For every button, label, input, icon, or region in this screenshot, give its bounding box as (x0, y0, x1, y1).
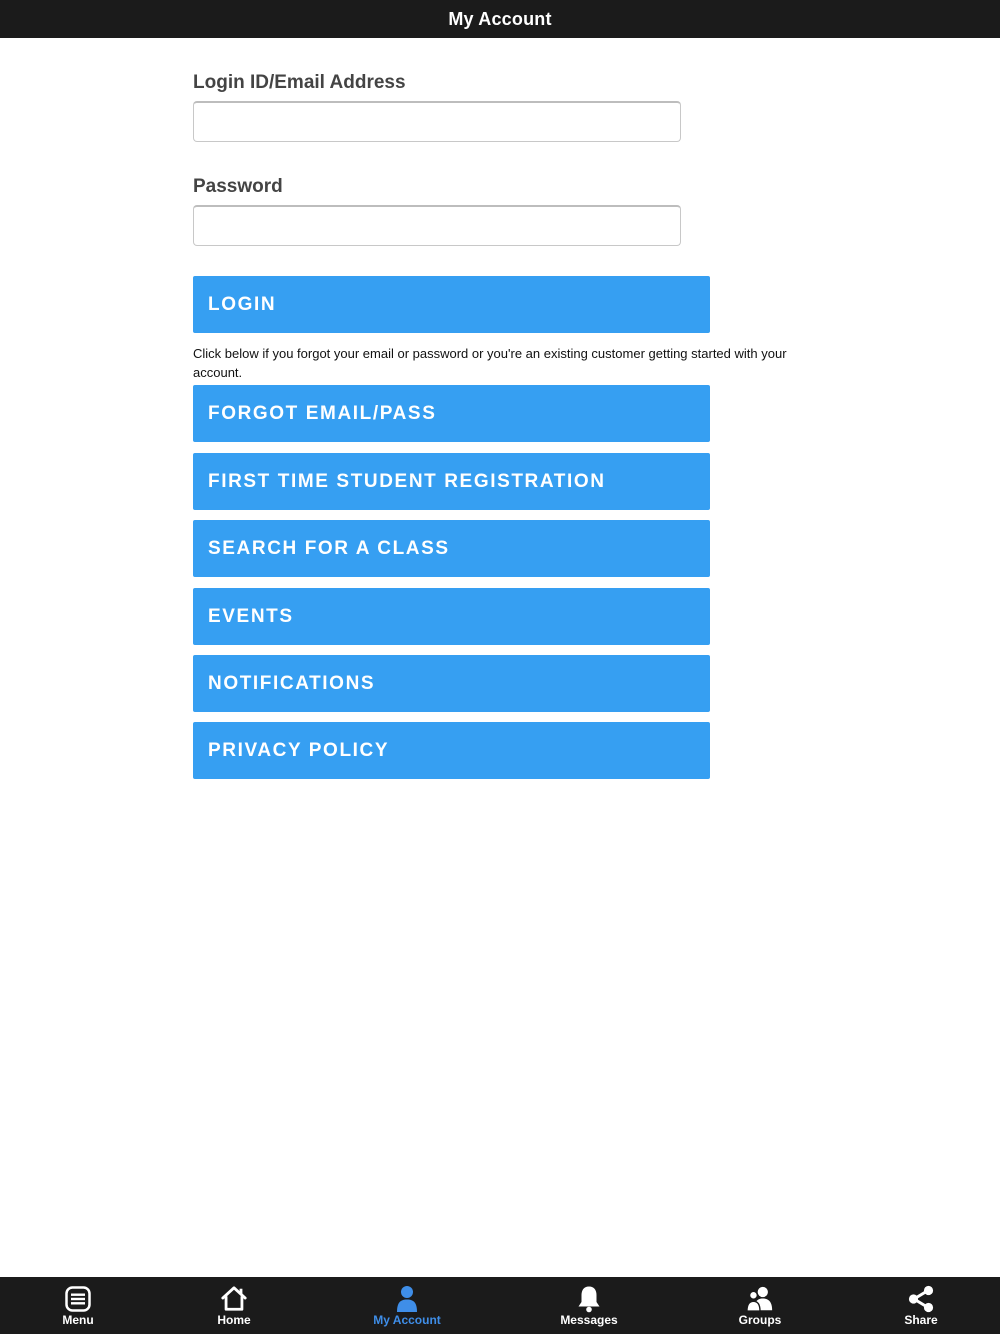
notifications-button[interactable]: NOTIFICATIONS (193, 655, 710, 712)
top-bar (0, 0, 1000, 38)
forgot-email-pass-button[interactable]: FORGOT EMAIL/PASS (193, 385, 710, 442)
first-time-registration-button[interactable]: FIRST TIME STUDENT REGISTRATION (193, 453, 710, 510)
tab-share[interactable] (861, 1277, 981, 1334)
search-class-button[interactable]: SEARCH FOR A CLASS (193, 520, 710, 577)
tab-groups-label: Groups (738, 1313, 782, 1327)
groups-icon (746, 1285, 774, 1313)
tab-groups[interactable] (700, 1277, 820, 1334)
login-id-label: Login ID/Email Address (193, 72, 406, 93)
share-icon (907, 1285, 935, 1313)
tab-menu[interactable] (18, 1277, 138, 1334)
help-text: Click below if you forgot your email or password or you're an existing customer getting started with your account. (193, 346, 787, 380)
home-icon (220, 1285, 248, 1313)
bell-icon (575, 1285, 603, 1313)
login-id-input[interactable] (193, 101, 681, 142)
menu-icon (64, 1285, 92, 1313)
tab-messages-label: Messages (560, 1313, 618, 1327)
page-title: My Account (448, 8, 552, 29)
password-input[interactable] (193, 205, 681, 246)
tab-my-account[interactable] (347, 1277, 467, 1334)
tab-home-label: Home (217, 1313, 251, 1327)
tab-share-label: Share (904, 1313, 938, 1327)
events-button[interactable]: EVENTS (193, 588, 710, 645)
bottom-tab-bar (0, 1277, 1000, 1334)
login-button[interactable]: LOGIN (193, 276, 710, 333)
account-icon (393, 1285, 421, 1313)
privacy-policy-button[interactable]: PRIVACY POLICY (193, 722, 710, 779)
tab-home[interactable] (174, 1277, 294, 1334)
tab-menu-label: Menu (62, 1313, 94, 1327)
password-label: Password (193, 176, 283, 197)
tab-my-account-label: My Account (373, 1313, 441, 1327)
tab-messages[interactable] (529, 1277, 649, 1334)
